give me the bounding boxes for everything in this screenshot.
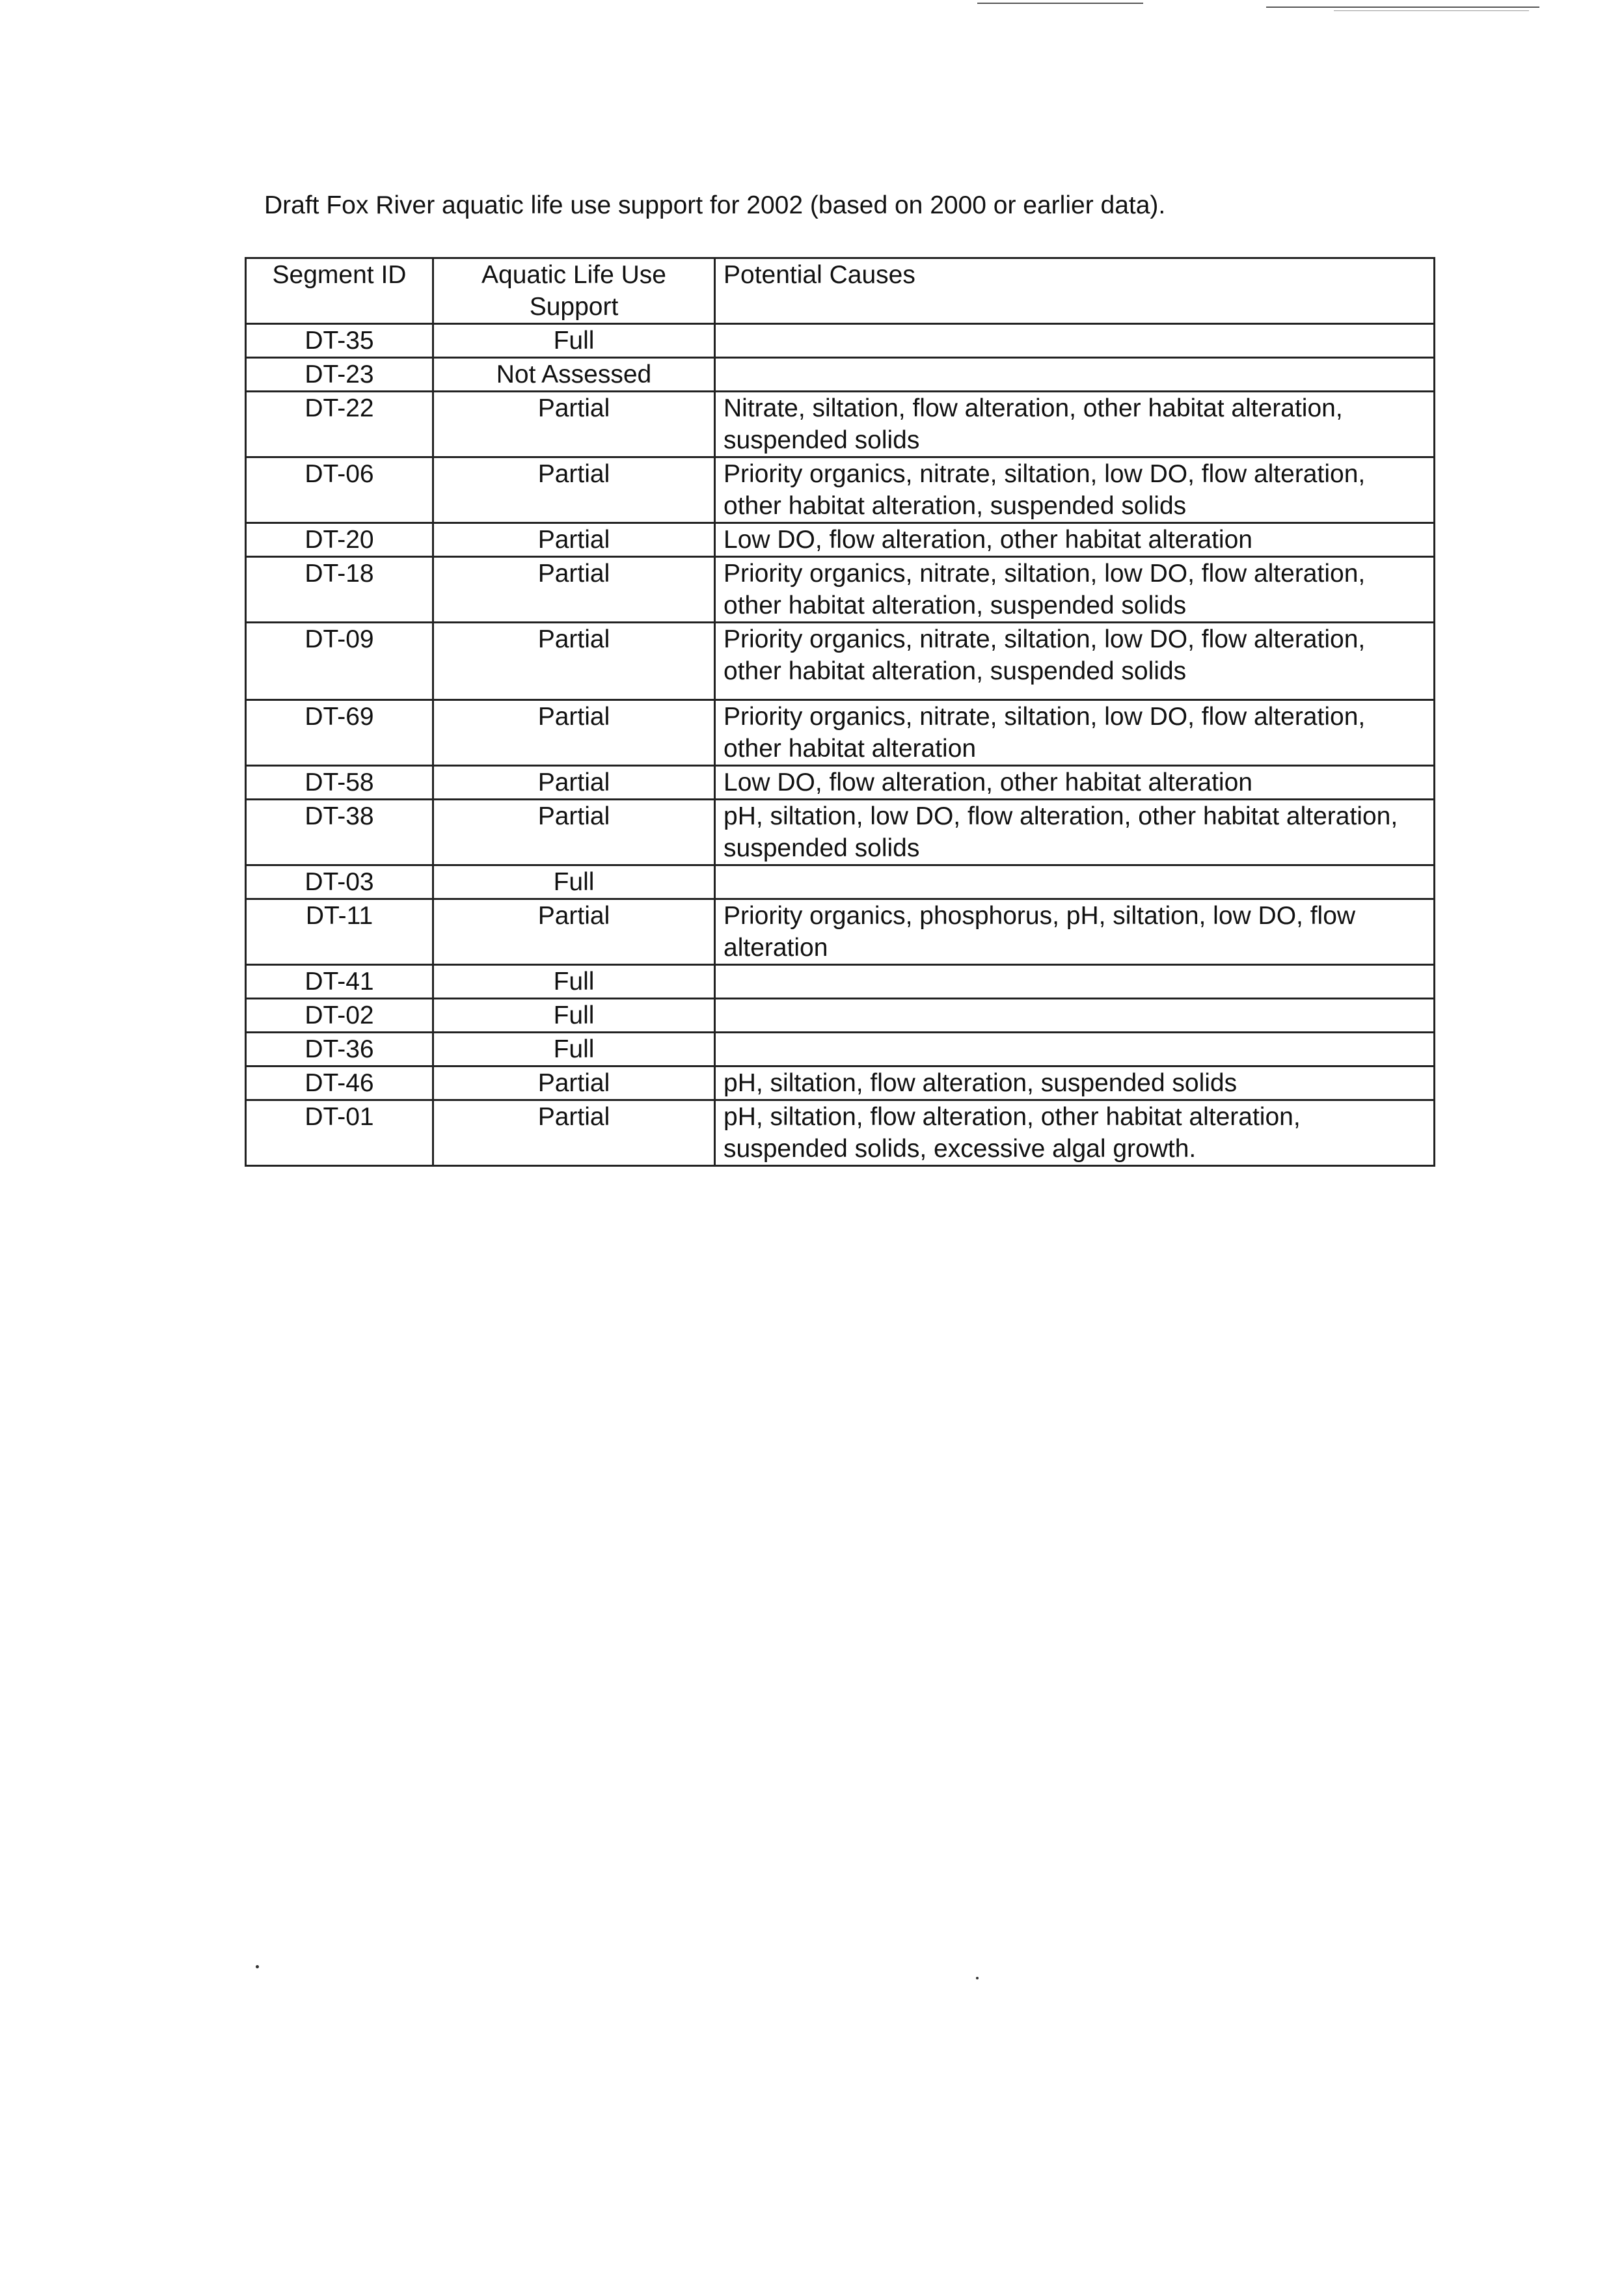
cell-segment-id: DT-38: [246, 800, 433, 865]
table-row: [246, 1066, 1435, 1100]
cell-causes: [715, 1033, 1435, 1066]
table-row: [246, 623, 1435, 700]
cell-segment-id: DT-02: [246, 999, 433, 1033]
table-caption: Draft Fox River aquatic life use support for 2002 (based on 2000 or earlier data).: [264, 191, 1166, 219]
cell-causes: Nitrate, siltation, flow alteration, other habitat alteration, suspended solids: [715, 392, 1435, 457]
cell-causes: Priority organics, phosphorus, pH, siltation, low DO, flow alteration: [715, 899, 1435, 965]
header-segment-id: Segment ID: [246, 258, 433, 324]
cell-segment-id: DT-41: [246, 965, 433, 999]
scan-line-right: [1266, 7, 1539, 8]
cell-support: Full: [433, 1033, 715, 1066]
header-aquatic-life-use-support: Aquatic Life Use Support: [433, 258, 715, 324]
cell-support: Partial: [433, 523, 715, 557]
table-header-row: [246, 258, 1435, 324]
cell-support: Partial: [433, 899, 715, 965]
cell-segment-id: DT-06: [246, 457, 433, 523]
cell-segment-id: DT-35: [246, 324, 433, 358]
cell-support: Partial: [433, 392, 715, 457]
cell-segment-id: DT-01: [246, 1100, 433, 1166]
cell-support: Partial: [433, 1100, 715, 1166]
cell-support: Partial: [433, 457, 715, 523]
cell-segment-id: DT-36: [246, 1033, 433, 1066]
table-row: [246, 965, 1435, 999]
cell-support: Partial: [433, 800, 715, 865]
cell-segment-id: DT-46: [246, 1066, 433, 1100]
cell-support: Full: [433, 965, 715, 999]
cell-support: Partial: [433, 623, 715, 700]
table-row: [246, 1100, 1435, 1166]
cell-causes: [715, 324, 1435, 358]
cell-causes: pH, siltation, flow alteration, other habitat alteration, suspended solids, excessive algal growth.: [715, 1100, 1435, 1166]
scan-line-right-2: [1334, 10, 1529, 11]
cell-segment-id: DT-03: [246, 865, 433, 899]
scan-line-left: [977, 3, 1143, 4]
cell-support: Full: [433, 999, 715, 1033]
cell-causes: pH, siltation, flow alteration, suspended solids: [715, 1066, 1435, 1100]
cell-causes: Low DO, flow alteration, other habitat alteration: [715, 523, 1435, 557]
cell-segment-id: DT-20: [246, 523, 433, 557]
table-row: [246, 1033, 1435, 1066]
cell-causes: [715, 999, 1435, 1033]
table-row: [246, 523, 1435, 557]
cell-support: Full: [433, 324, 715, 358]
cell-causes: Priority organics, nitrate, siltation, low DO, flow alteration, other habitat alteration: [715, 700, 1435, 766]
table-row: [246, 899, 1435, 965]
scan-speck: [976, 1977, 979, 1979]
table-row: [246, 999, 1435, 1033]
cell-segment-id: DT-23: [246, 358, 433, 392]
cell-causes: Low DO, flow alteration, other habitat alteration: [715, 766, 1435, 800]
cell-causes: [715, 865, 1435, 899]
table-row: [246, 557, 1435, 623]
table-row: [246, 392, 1435, 457]
cell-support: Not Assessed: [433, 358, 715, 392]
cell-segment-id: DT-58: [246, 766, 433, 800]
cell-support: Full: [433, 865, 715, 899]
table-row: [246, 700, 1435, 766]
cell-support: Partial: [433, 766, 715, 800]
cell-causes: [715, 358, 1435, 392]
cell-support: Partial: [433, 557, 715, 623]
table-row: [246, 324, 1435, 358]
cell-segment-id: DT-11: [246, 899, 433, 965]
cell-segment-id: DT-22: [246, 392, 433, 457]
cell-causes: [715, 965, 1435, 999]
table-row: [246, 865, 1435, 899]
cell-support: Partial: [433, 700, 715, 766]
cell-segment-id: DT-69: [246, 700, 433, 766]
cell-segment-id: DT-09: [246, 623, 433, 700]
aquatic-life-support-table: [245, 257, 1435, 1167]
cell-causes: Priority organics, nitrate, siltation, low DO, flow alteration, other habitat alteration, suspended solids: [715, 457, 1435, 523]
cell-causes: Priority organics, nitrate, siltation, low DO, flow alteration, other habitat alteration, suspended solids: [715, 557, 1435, 623]
cell-causes: Priority organics, nitrate, siltation, low DO, flow alteration, other habitat alteration, suspended solids: [715, 623, 1435, 700]
table-row: [246, 766, 1435, 800]
table-row: [246, 800, 1435, 865]
table-row: [246, 358, 1435, 392]
cell-segment-id: DT-18: [246, 557, 433, 623]
cell-support: Partial: [433, 1066, 715, 1100]
scan-speck: [256, 1965, 259, 1968]
cell-causes: pH, siltation, low DO, flow alteration, other habitat alteration, suspended solids: [715, 800, 1435, 865]
table-row: [246, 457, 1435, 523]
header-potential-causes: Potential Causes: [715, 258, 1435, 324]
